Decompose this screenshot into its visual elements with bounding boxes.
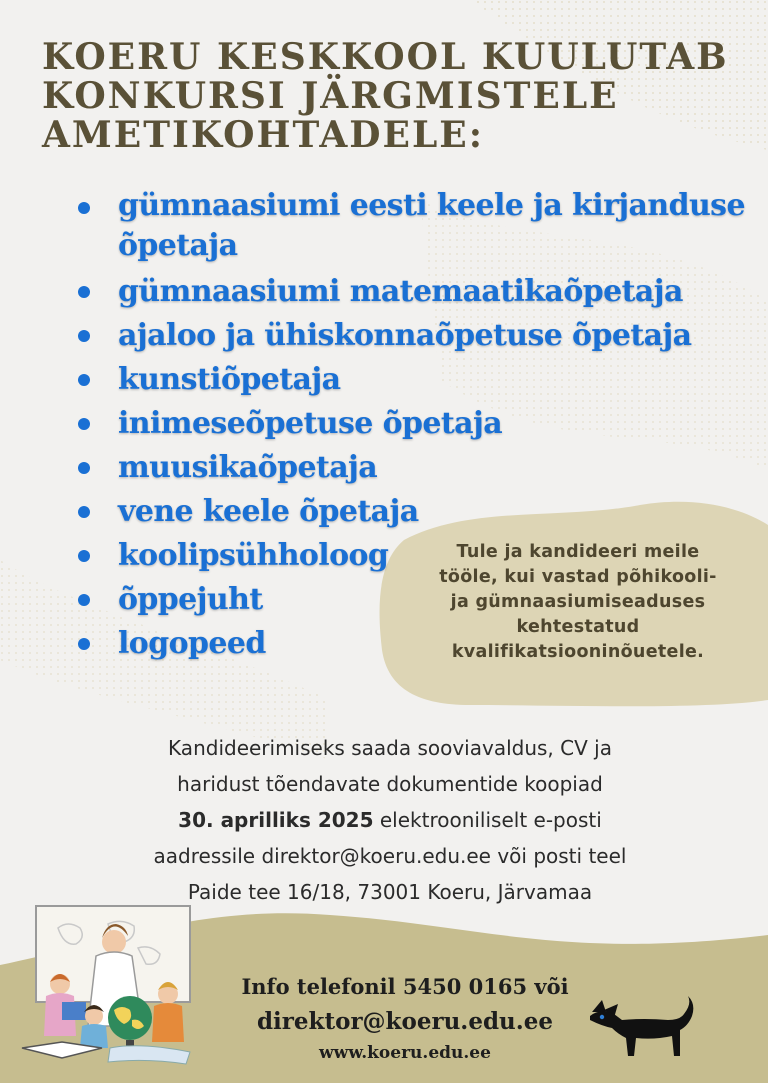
bullet-icon (78, 594, 90, 606)
list-item (78, 402, 768, 446)
title-line: KONKURSI JÄRGMISTELE (42, 75, 619, 117)
note-line: kehtestatud (516, 617, 640, 637)
list-item-label: gümnaasiumi matemaatikaõpetaja (118, 274, 683, 309)
list-item-label: logopeed (118, 626, 266, 661)
list-item-label: kunstiõpetaja (118, 362, 341, 397)
list-item (78, 314, 768, 358)
apply-line (90, 802, 690, 838)
bullet-icon (78, 330, 90, 342)
list-item (78, 270, 768, 314)
title-line: AMETIKOHTADELE: (42, 114, 484, 156)
note-line: ja gümnaasiumiseaduses (450, 592, 706, 612)
black-dog-logo-icon (588, 990, 698, 1062)
application-instructions (90, 730, 690, 910)
phone-line: Info telefonil 5450 0165 või (241, 974, 569, 999)
deadline: 30. aprilliks 2025 (178, 808, 374, 832)
note-line: Tule ja kandideeri meile (456, 542, 700, 562)
list-item-label: vene keele õpetaja (118, 494, 419, 529)
apply-line: Kandideerimiseks saada sooviavaldus, CV ja (168, 736, 612, 760)
list-item (78, 490, 768, 534)
list-item (78, 446, 768, 490)
bullet-icon (78, 550, 90, 562)
bullet-icon (78, 638, 90, 650)
contact-info (225, 970, 585, 1066)
bullet-icon (78, 462, 90, 474)
teacher-and-children-with-globe-icon (18, 898, 198, 1070)
list-item (78, 358, 768, 402)
apply-line-rest: elektrooniliselt e-posti (373, 808, 602, 832)
note-line: kvalifikatsiooninõuetele. (451, 642, 705, 662)
bullet-icon (78, 374, 90, 386)
bullet-icon (78, 286, 90, 298)
page-title (42, 38, 752, 155)
list-item (78, 186, 768, 270)
list-item-label: inimeseõpetuse õpetaja (118, 406, 503, 441)
list-item-label: õppejuht (118, 582, 263, 617)
website-link[interactable]: www.koeru.edu.ee (319, 1043, 491, 1063)
bullet-icon (78, 418, 90, 430)
bullet-icon (78, 506, 90, 518)
bullet-icon (78, 202, 90, 214)
apply-line: haridust tõendavate dokumentide koopiad (177, 772, 603, 796)
apply-line: Paide tee 16/18, 73001 Koeru, Järvamaa (187, 880, 593, 904)
list-item-label: muusikaõpetaja (118, 450, 378, 485)
title-line: KOERU KESKKOOL KUULUTAB (42, 36, 729, 78)
qualification-note (408, 540, 748, 665)
list-item-label: koolipsühholoog (118, 538, 389, 573)
note-line: tööle, kui vastad põhikooli- (439, 567, 717, 587)
list-item-label: õpetaja (118, 228, 238, 263)
email-link[interactable]: direktor@koeru.edu.ee (256, 1008, 554, 1035)
apply-line: aadressile direktor@koeru.edu.ee või posti teel (153, 844, 627, 868)
list-item-label: gümnaasiumi eesti keele ja kirjanduse (118, 188, 745, 223)
list-item-label: ajaloo ja ühiskonnaõpetuse õpetaja (118, 318, 692, 353)
